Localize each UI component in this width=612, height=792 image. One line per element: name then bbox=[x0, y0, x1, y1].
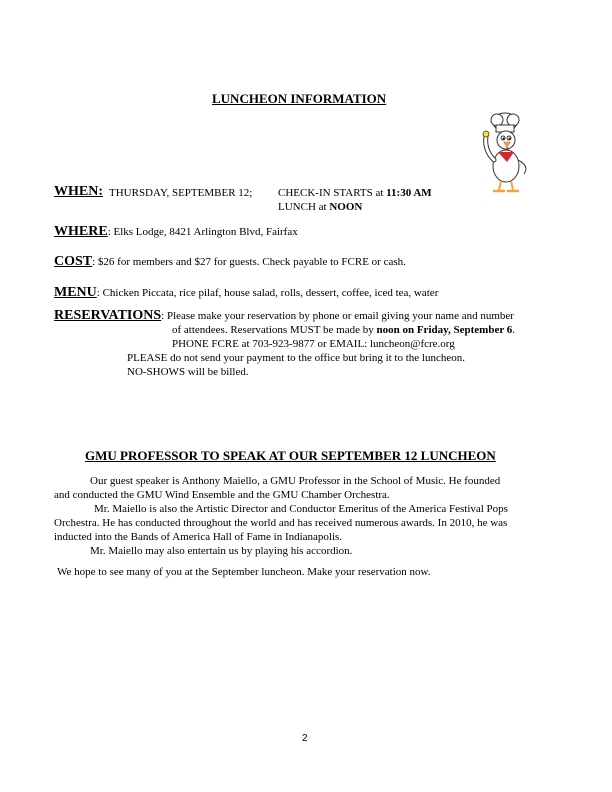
reservations-line4: PLEASE do not send your payment to the office but bring it to the luncheon. bbox=[127, 352, 465, 364]
reservations-line2-prefix: of attendees. Reservations MUST be made by bbox=[172, 324, 377, 336]
menu-label: MENU bbox=[54, 285, 97, 300]
reservations-line3: PHONE FCRE at 703-923-9877 or EMAIL: luncheon@fcre.org bbox=[172, 338, 455, 350]
reservations-row bbox=[54, 306, 514, 324]
reservations-line1: : Please make your reservation by phone or email giving your name and number bbox=[161, 310, 514, 322]
where-row bbox=[54, 222, 298, 240]
when-date: THURSDAY, SEPTEMBER 12; bbox=[109, 187, 253, 199]
cost-row bbox=[54, 252, 406, 270]
reservations-line5: NO-SHOWS will be billed. bbox=[127, 366, 249, 378]
cost-label: COST bbox=[54, 254, 93, 269]
where-text: : Elks Lodge, 8421 Arlington Blvd, Fairfax bbox=[107, 226, 298, 238]
lunch-prefix: LUNCH at bbox=[278, 201, 330, 213]
menu-row bbox=[54, 283, 438, 301]
lunch-time: NOON bbox=[329, 201, 363, 213]
reservations-line2 bbox=[172, 324, 515, 336]
professor-title: GMU PROFESSOR TO SPEAK AT OUR SEPTEMBER 12 LUNCHEON bbox=[85, 448, 496, 463]
professor-p3: Mr. Maiello may also entertain us by playing his accordion. bbox=[90, 545, 353, 557]
cost-text: : $26 for members and $27 for guests. Check payable to FCRE or cash. bbox=[92, 256, 406, 268]
where-label: WHERE bbox=[54, 224, 108, 239]
reservations-deadline: noon on Friday, September 6 bbox=[376, 324, 513, 336]
when-label: WHEN: bbox=[54, 184, 103, 199]
professor-p2-line1: Mr. Maiello is also the Artistic Director and Conductor Emeritus of the America Festival Pops bbox=[94, 503, 508, 515]
page-number: 2 bbox=[302, 733, 308, 744]
closing-line: We hope to see many of you at the September luncheon. Make your reservation now. bbox=[57, 566, 431, 578]
checkin-line bbox=[278, 187, 432, 199]
professor-p1-line1: Our guest speaker is Anthony Maiello, a GMU Professor in the School of Music. He founded bbox=[90, 475, 501, 487]
checkin-time: 11:30 AM bbox=[386, 187, 432, 199]
reservations-label: RESERVATIONS bbox=[54, 308, 162, 323]
luncheon-title: LUNCHEON INFORMATION bbox=[212, 91, 387, 106]
professor-p1-line2: and conducted the GMU Wind Ensemble and the GMU Chamber Orchestra. bbox=[54, 489, 390, 501]
chef-chicken-icon bbox=[474, 110, 538, 196]
lunch-line bbox=[278, 201, 362, 213]
professor-p2-line3: inducted into the Bands of America Hall of Fame in Indianapolis. bbox=[54, 531, 343, 543]
checkin-prefix: CHECK-IN STARTS at bbox=[278, 187, 387, 199]
reservations-line2-suffix: . bbox=[512, 324, 516, 336]
professor-p2-line2: Orchestra. He has conducted throughout the world and has received numerous awards. In 2010, he was bbox=[54, 517, 508, 529]
menu-text: : Chicken Piccata, rice pilaf, house salad, rolls, dessert, coffee, iced tea, water bbox=[96, 287, 439, 299]
